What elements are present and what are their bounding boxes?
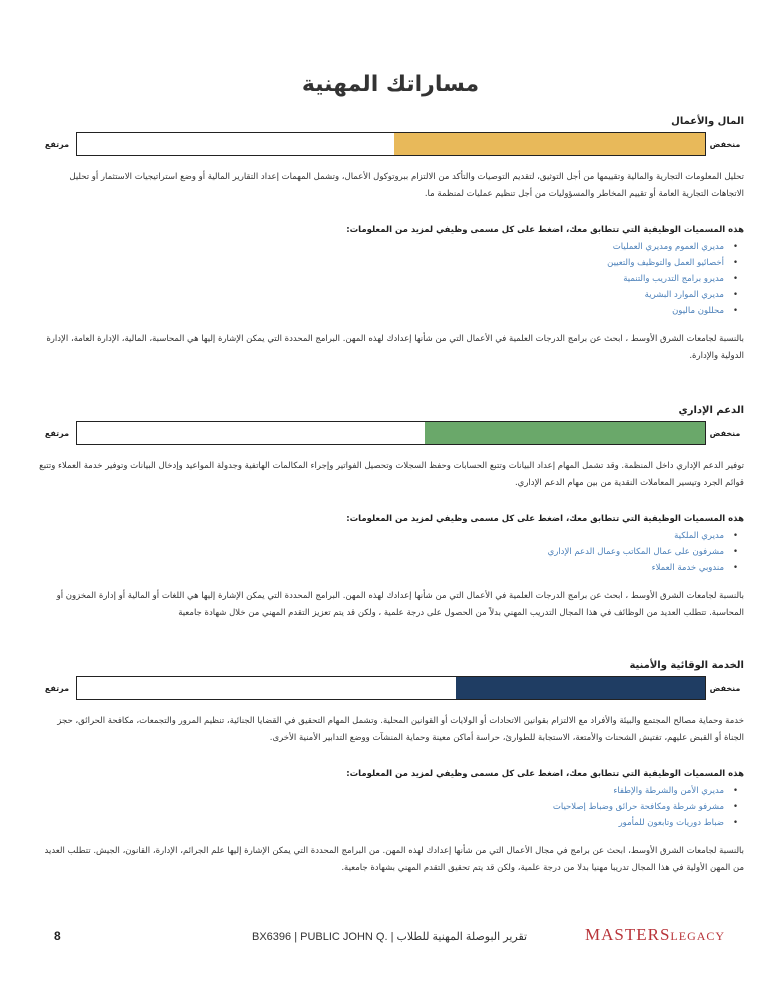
jobs-prompt: هذه المسميات الوظيفية التي تتطابق معك، اضغط على كل مسمى وظيفي لمزيد من المعلومات:	[346, 769, 744, 779]
career-section	[38, 405, 744, 622]
job-title-link[interactable]: • مشرفون على عمال المكاتب وعمال الدعم الإداري	[38, 544, 724, 560]
high-label: مرتفع	[44, 139, 70, 149]
job-title-link[interactable]: • مديري الأمن والشرطة والإطفاء	[38, 783, 724, 799]
section-title: الدعم الإداري	[678, 405, 744, 416]
interest-scale	[38, 420, 744, 446]
high-label: مرتفع	[44, 428, 70, 438]
low-label: منخفض	[709, 139, 741, 149]
footer	[0, 925, 781, 949]
interest-scale	[38, 131, 744, 157]
job-list	[38, 239, 744, 319]
section-description: خدمة وحماية مصالح المجتمع والبيئة والأفراد مع الالتزام بقوانين الاتحادات أو الولايات أو القوانين المحلية. وتشمل المهام التحقيق في القضايا الجنائية، تنظيم المرور والتجمعات، مكافحة الحرائق، حجز الجناة أو القبض عليهم، تفتيش الشحنات والأمتعة، الاستجابة للطوارئ، حراسة أماكن معينة وحماية المنشآت ووضع التدابير الأمنية الأخرى.	[57, 716, 744, 743]
interest-scale	[38, 675, 744, 701]
section-description: تحليل المعلومات التجارية والمالية وتقييمها من أجل التوثيق، لتقديم التوصيات والتأكد من الالتزام ببروتوكول الأعمال، وتشمل المهمات إعداد التقارير المالية أو وضع استراتيجيات الاستثمار أو تحليل الاتجاهات التجارية العامة أو تقييم المخاطر والمسؤوليات من أجل تنظيم عمليات لمنظمة ما.	[69, 172, 744, 199]
job-title-link[interactable]: • مديري العموم ومديري العمليات	[38, 239, 724, 255]
career-section	[38, 660, 744, 877]
job-list	[38, 528, 744, 576]
report-label: BX6396 | PUBLIC JOHN Q. | تقرير البوصلة المهنية للطلاب	[252, 931, 528, 943]
interest-bar	[76, 132, 706, 156]
jobs-prompt: هذه المسميات الوظيفية التي تتطابق معك، اضغط على كل مسمى وظيفي لمزيد من المعلومات:	[346, 514, 744, 524]
programs-text: بالنسبة لجامعات الشرق الأوسط ، ابحث عن برامج الدرجات العلمية في الأعمال التي من شأنها إعدادك لهذه المهن. البرامج المحددة التي يمكن الإشارة إليها هي اللغات أو المالية أو إدارة المخزون أو المحاسبة. تتطلب العديد من الوظائف في هذا المجال التدريب المهني بدلاً من الحصول على درجة علمية ، ولكن قد يتم تعزيز التقدم المهني من خلال شهادة جامعية	[56, 591, 744, 618]
low-label: منخفض	[709, 683, 741, 693]
masters-legacy-logo: MASTERSLEGACY	[585, 925, 726, 944]
section-description: توفير الدعم الإداري داخل المنظمة. وقد تشمل المهام إعداد البيانات وتتبع الحسابات وحفظ السجلات وتحصيل الفواتير وإجراء المكالمات الهاتفية وجدولة المواعيد وإدخال البيانات وتوفير خدمة العملاء وتتبع قوائم الجرد وتيسير المعاملات النقدية من بين مهام الدعم الإداري.	[39, 461, 744, 488]
interest-bar	[76, 421, 706, 445]
job-title-link[interactable]: • مشرفو شرطة ومكافحة حرائق وضباط إصلاحيات	[38, 799, 724, 815]
job-title-link[interactable]: • مديري الموارد البشرية	[38, 287, 724, 303]
page-title: مساراتك المهنية	[301, 72, 480, 97]
interest-bar	[76, 676, 706, 700]
job-title-link[interactable]: • ضباط دوريات وتابعون للمأمور	[38, 815, 724, 831]
interest-bar-fill	[456, 677, 705, 699]
job-title-link[interactable]: • مندوبي خدمة العملاء	[38, 560, 724, 576]
interest-bar-fill	[425, 422, 705, 444]
programs-text: بالنسبة لجامعات الشرق الأوسط، ابحث عن برامج في مجال الأعمال التي من شأنها إعدادك لهذه المهن. من البرامج المحددة التي يمكن الإشارة إليها علم الجرائم، الإدارة، القانون، الجيش. تتطلب العديد من المهن الأولية في هذا المجال تدريبا مهنيا بدلا من درجة علمية، ولكن قد يتم تحقيق التقدم المهني بشهادة جامعية.	[44, 846, 744, 873]
job-title-link[interactable]: • أخصائيو العمل والتوظيف والتعيين	[38, 255, 724, 271]
section-title: المال والأعمال	[671, 116, 744, 127]
programs-text: بالنسبة لجامعات الشرق الأوسط ، ابحث عن برامج الدرجات العلمية في الأعمال التي من شأنها إعدادك لهذه المهن. البرامج المحددة التي يمكن الإشارة إليها هي المحاسبة، المالية، الإدارة العامة، الإدارة الدولية والإدارة.	[46, 334, 744, 361]
page-number: 8	[54, 929, 61, 943]
jobs-prompt: هذه المسميات الوظيفية التي تتطابق معك، اضغط على كل مسمى وظيفي لمزيد من المعلومات:	[346, 225, 744, 235]
career-section	[38, 116, 744, 365]
job-title-link[interactable]: • مديرو برامج التدريب والتنمية	[38, 271, 724, 287]
interest-bar-fill	[394, 133, 705, 155]
section-title: الخدمة الوقائية والأمنية	[629, 660, 744, 671]
job-title-link[interactable]: • محللون ماليون	[38, 303, 724, 319]
low-label: منخفض	[709, 428, 741, 438]
high-label: مرتفع	[44, 683, 70, 693]
job-list	[38, 783, 744, 831]
job-title-link[interactable]: • مديري الملكية	[38, 528, 724, 544]
